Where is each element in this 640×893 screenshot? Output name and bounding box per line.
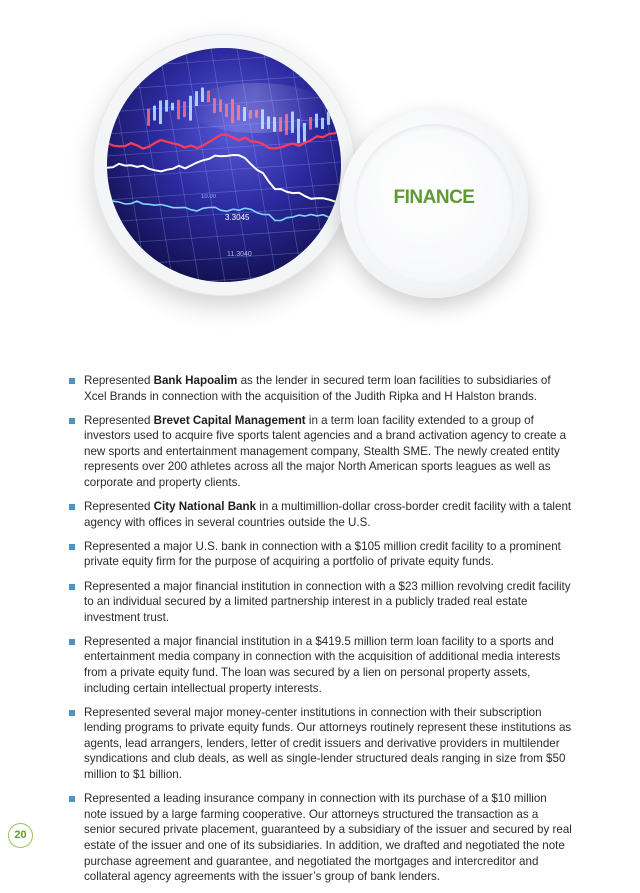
list-item bbox=[67, 579, 572, 626]
list-item bbox=[67, 634, 572, 696]
item-text: as the lender in secured term loan facilities to subsidiaries of Xcel Brands in connection with the acquisition of the Judith Ripka and H Halston brands. bbox=[84, 374, 551, 403]
hero-graphic bbox=[0, 0, 640, 360]
chart-readout: 10.00 bbox=[201, 194, 217, 200]
item-text: Represented bbox=[84, 413, 154, 427]
bullet-square-icon bbox=[69, 639, 75, 645]
item-text: Represented a major financial institution in connection with a $23 million revolving credit facility to an individual secured by a limited partnership interest in a publicly traded real estate investment trust. bbox=[84, 579, 571, 624]
chart-readout: 3.3045 bbox=[225, 213, 250, 222]
bullet-square-icon bbox=[69, 378, 75, 384]
section-title: FINANCE bbox=[393, 187, 475, 208]
client-name: City National Bank bbox=[153, 500, 257, 514]
item-text: Represented a major U.S. bank in connection with a $105 million credit facility to a prominent private equity firm for the purpose of acquiring a portfolio of private equity funds. bbox=[84, 539, 561, 569]
item-text: Represented bbox=[84, 500, 154, 514]
bullet-square-icon bbox=[69, 418, 75, 424]
item-text: Represented bbox=[84, 374, 154, 387]
client-name: Brevet Capital Management bbox=[153, 413, 306, 427]
page-number: 20 bbox=[8, 823, 33, 848]
list-item bbox=[67, 413, 572, 491]
item-text: in a multimillion-dollar cross-border credit facility with a talent agency with offices in several countries outside the U.S. bbox=[84, 500, 572, 529]
list-item bbox=[67, 373, 572, 404]
item-text: Represented several major money-center institutions in connection with their subscription lending programs to private equity funds. Our attorneys routinely represent these institutions as agents, lead arrangers, lenders, letter of credit issuers and derivative providers in multilender syndications and club deals, as well as single-lender structured deals ranging in size from $50 million to $1 billion. bbox=[84, 705, 572, 782]
item-text: Represented a leading insurance company in connection with its purchase of a $10 million note issued by a large farming cooperative. Our attorneys structured the transaction as a senior secured private placement, guaranteed by a subsidiary of the issuer and secured by real estate of the issuer and one of its subsidiaries. In addition, we drafted and negotiated the note purchase agreement and guarantee, and negotiated the mortgages and intercreditor and collateral agency agreements with the issuer’s group of bank lenders. bbox=[84, 792, 572, 884]
list-item bbox=[67, 791, 572, 885]
item-text: Represented a major financial institution in a $419.5 million term loan facility to a sports and entertainment media company in connection with the acquisition of additional media interests from a private equity fund. The loan was secured by a lien on personal property assets, including certain intellectual property interests. bbox=[84, 634, 561, 695]
bullet-square-icon bbox=[69, 544, 75, 550]
list-item bbox=[67, 499, 572, 530]
stock-chart-photo bbox=[107, 48, 341, 282]
bullet-square-icon bbox=[69, 584, 75, 590]
chart-readout: 11.3040 bbox=[227, 251, 252, 258]
bullet-square-icon bbox=[69, 504, 75, 510]
representations-list bbox=[67, 373, 572, 893]
stock-chart-illustration bbox=[107, 48, 341, 282]
client-name: Bank Hapoalim bbox=[153, 374, 238, 387]
list-item bbox=[67, 705, 572, 783]
bullet-square-icon bbox=[69, 796, 75, 802]
list-item bbox=[67, 539, 572, 570]
item-text: in a term loan facility extended to a group of investors used to acquire five sports talent agencies and a brand activation agency to create a new sports and entertainment management company, Stealth SME. The newly created entity represents over 200 athletes across all the major North American sports leagues as well as corporate and property clients. bbox=[84, 413, 567, 490]
bullet-square-icon bbox=[69, 710, 75, 716]
